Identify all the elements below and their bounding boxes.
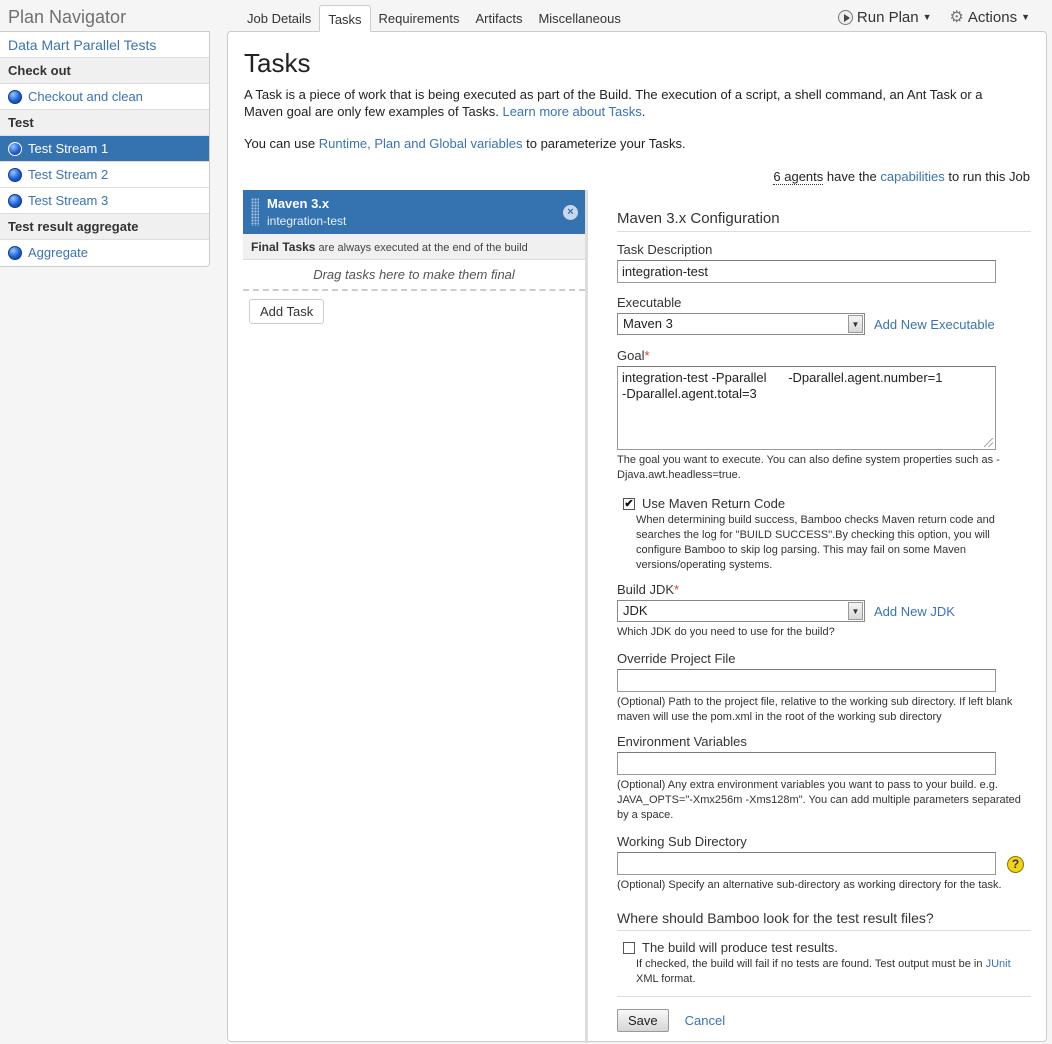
working-sub-directory-help: (Optional) Specify an alternative sub-directory as working directory for the task. xyxy=(617,879,1002,891)
required-icon: * xyxy=(644,348,650,363)
run-plan-label: Run Plan xyxy=(856,8,919,26)
nav-job-test-stream-1[interactable] xyxy=(0,136,209,162)
resize-handle-icon[interactable] xyxy=(984,438,993,447)
working-sub-directory-label: Working Sub Directory xyxy=(617,834,747,849)
main-panel xyxy=(227,31,1047,1042)
run-plan-button[interactable] xyxy=(838,7,932,27)
actions-label: Actions xyxy=(967,8,1018,26)
help-icon[interactable]: ? xyxy=(1007,856,1024,873)
vars-prefix: You can use xyxy=(244,136,316,151)
cancel-link[interactable]: Cancel xyxy=(684,1013,726,1028)
agents-mid: have the xyxy=(826,169,877,184)
task-description: integration-test xyxy=(267,214,347,228)
page-title: Tasks xyxy=(244,48,311,78)
close-icon[interactable]: × xyxy=(563,205,578,220)
nav-stage-checkout: Check out xyxy=(0,58,209,84)
chevron-down-icon: ▼ xyxy=(848,315,863,333)
environment-variables-help: (Optional) Any extra environment variables you want to pass to your build. e.g. JAVA_OPTS="-Xmx256m -Xms128m". You can add multiple parameters separated by a space. xyxy=(617,779,1021,821)
job-status-icon xyxy=(8,246,22,260)
tab-requirements[interactable]: Requirements xyxy=(378,11,460,26)
agents-info xyxy=(773,169,1030,184)
add-new-executable-link[interactable]: Add New Executable xyxy=(874,316,995,332)
goal-value: integration-test -Pparallel -Dparallel.agent.number=1 -Dparallel.agent.total=3 xyxy=(622,370,943,401)
build-jdk-field xyxy=(617,582,1031,640)
maven-return-code-help: When determining build success, Bamboo checks Maven return code and searches the log for "BUILD SUCCESS".By checking this option, you will configure Bamboo to skip log parsing. This may fail on some Maven versions/operating systems. xyxy=(636,514,995,571)
plan-navigator-title: Plan Navigator xyxy=(8,7,127,27)
override-project-file-field xyxy=(617,651,1031,725)
nav-job-test-stream-2[interactable] xyxy=(0,162,209,188)
nav-job-label: Test Stream 3 xyxy=(28,192,109,208)
build-jdk-help: Which JDK do you need to use for the build? xyxy=(617,626,835,638)
config-heading: Maven 3.x Configuration xyxy=(617,210,1031,232)
test-results-checkbox[interactable] xyxy=(623,942,635,954)
nav-stage-test: Test xyxy=(0,110,209,136)
form-buttons xyxy=(617,996,1031,1032)
toolbar xyxy=(838,7,1030,27)
chevron-down-icon: ▼ xyxy=(848,602,863,620)
intro-text: A Task is a piece of work that is being executed as part of the Build. The execution of a script, a shell command, an Ant Task or a Maven goal are only few examples of Tasks. Learn more about Tasks. xyxy=(244,87,983,119)
test-results-help-pre: If checked, the build will fail if no tests are found. Test output must be in xyxy=(636,958,983,970)
environment-variables-field xyxy=(617,734,1031,823)
build-jdk-label xyxy=(617,582,1031,600)
actions-button[interactable] xyxy=(950,7,1030,27)
nav-job-test-stream-3[interactable] xyxy=(0,188,209,214)
override-project-file-input[interactable] xyxy=(617,669,996,692)
nav-stage-test-result-aggregate: Test result aggregate xyxy=(0,214,209,240)
play-icon xyxy=(838,10,853,25)
tab-artifacts[interactable]: Artifacts xyxy=(475,11,523,26)
variables-link[interactable]: Runtime, Plan and Global variables xyxy=(318,136,523,151)
task-name: Maven 3.x xyxy=(267,196,330,211)
chevron-down-icon: ▼ xyxy=(1021,12,1030,22)
required-icon: * xyxy=(674,582,680,597)
tab-tasks[interactable]: Tasks xyxy=(319,5,370,32)
save-button[interactable]: Save xyxy=(617,1009,669,1032)
final-tasks-header xyxy=(243,234,585,260)
final-tasks-title: Final Tasks xyxy=(251,240,316,254)
executable-field xyxy=(617,295,1031,335)
test-results-help xyxy=(617,957,1031,987)
add-task-button[interactable]: Add Task xyxy=(249,299,324,324)
agents-count[interactable]: 6 agents xyxy=(773,169,824,184)
capabilities-link[interactable]: capabilities xyxy=(880,169,945,184)
goal-label-text: Goal xyxy=(617,348,645,363)
nav-job-aggregate[interactable] xyxy=(0,240,209,266)
variables-text xyxy=(244,136,686,151)
nav-plan-link[interactable]: Data Mart Parallel Tests xyxy=(0,32,209,58)
job-status-icon xyxy=(8,168,22,182)
nav-job-label: Test Stream 2 xyxy=(28,166,109,182)
override-project-file-label: Override Project File xyxy=(617,651,736,666)
agents-suffix: to run this Job xyxy=(948,169,1030,184)
tab-job-details[interactable]: Job Details xyxy=(247,11,312,26)
working-sub-directory-field xyxy=(617,834,1031,893)
nav-job-label: Aggregate xyxy=(28,245,88,260)
final-tasks-drop-zone[interactable]: Drag tasks here to make them final xyxy=(243,260,585,291)
job-status-icon xyxy=(8,90,22,104)
nav-job-label: Test Stream 1 xyxy=(28,140,109,156)
test-results-label: The build will produce test results. xyxy=(642,940,838,955)
nav-job-label: Checkout and clean xyxy=(28,88,143,104)
nav-job-checkout-and-clean[interactable] xyxy=(0,84,209,110)
goal-help: The goal you want to execute. You can also define system properties such as -Djava.awt.headless=true. xyxy=(617,454,1000,481)
test-results-field xyxy=(617,940,1031,987)
working-sub-directory-input[interactable] xyxy=(617,852,996,875)
plan-navigator xyxy=(0,31,210,267)
drag-handle-icon[interactable] xyxy=(251,198,259,226)
intro-body: A Task is a piece of work that is being executed as part of the Build. The execution of a script, a shell command, an Ant Task or a Maven goal are only few examples of Tasks. xyxy=(244,87,983,119)
task-description-input[interactable] xyxy=(617,260,996,283)
add-new-jdk-link[interactable]: Add New JDK xyxy=(874,603,955,619)
executable-select[interactable] xyxy=(617,313,865,335)
override-project-file-help: (Optional) Path to the project file, relative to the working sub directory. If left blank maven will use the pom.xml in the root of the working sub directory xyxy=(617,696,1013,723)
job-status-icon xyxy=(8,194,22,208)
job-tabs xyxy=(239,5,629,32)
task-description-field xyxy=(617,242,1031,283)
chevron-down-icon: ▼ xyxy=(922,12,932,22)
goal-field xyxy=(617,348,1031,483)
task-item-maven[interactable] xyxy=(243,190,585,234)
goal-textarea[interactable] xyxy=(617,366,996,450)
junit-link[interactable]: JUnit xyxy=(985,958,1011,970)
tab-miscellaneous[interactable]: Miscellaneous xyxy=(538,11,621,26)
gear-icon: ⚙ xyxy=(949,9,964,26)
goal-label xyxy=(617,348,1031,366)
job-status-icon xyxy=(8,142,22,156)
learn-more-link[interactable]: Learn more about Tasks xyxy=(502,104,642,119)
environment-variables-label: Environment Variables xyxy=(617,734,747,749)
task-list xyxy=(243,190,588,1043)
test-results-help-post: XML format. xyxy=(636,973,696,985)
task-description-label: Task Description xyxy=(617,242,713,257)
final-tasks-note: are always executed at the end of the build xyxy=(318,242,528,254)
build-jdk-value: JDK xyxy=(623,603,648,618)
executable-value: Maven 3 xyxy=(623,316,673,331)
maven-return-code-checkbox[interactable]: ✔ xyxy=(624,498,634,510)
build-jdk-label-text: Build JDK xyxy=(617,582,675,597)
test-results-heading: Where should Bamboo look for the test result files? xyxy=(617,910,1031,931)
maven-return-code-label: Use Maven Return Code xyxy=(642,496,786,511)
executable-label: Executable xyxy=(617,295,682,310)
environment-variables-input[interactable] xyxy=(617,752,996,775)
maven-return-code-field xyxy=(617,496,1031,573)
vars-suffix: to parameterize your Tasks. xyxy=(526,136,686,151)
build-jdk-select[interactable] xyxy=(617,600,865,622)
